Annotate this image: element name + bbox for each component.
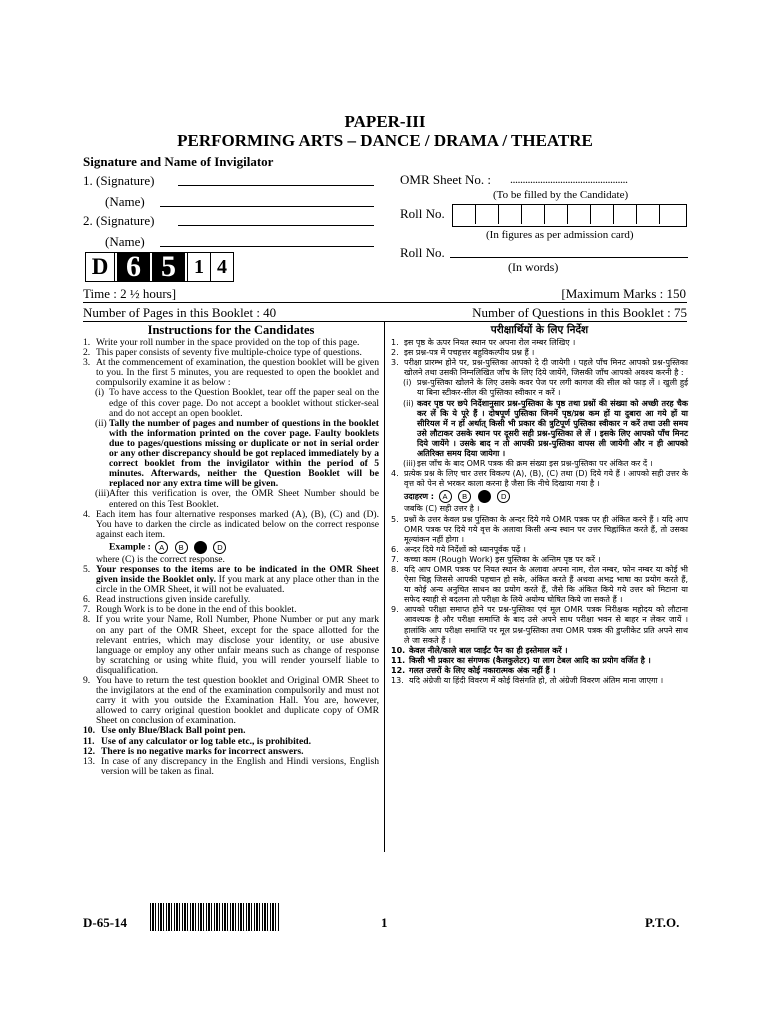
sub-item: (ii) कवर पृष्ठ पर छपे निर्देशानुसार प्रश्न-पुस्तिका के पृष्ठ तथा प्रश्नों की संख्या को अच्छी तरह चैक कर लें कि ये पूरे हैं । दोषपूर्ण पुस्तिका जिनमें पृष्ठ/प्रश्न कम हों या दुबारा आ गये हों या सीरियल में न हों अर्थात् किसी भी प्रकार की त्रुटिपूर्ण पुस्तिका स्वीकार न करें तथा उसी समय उसे लौटाकर उसके स्थान पर दूसरी सही प्रश्न-पुस्तिका ले लें । इसके लिए आपको पाँच मिनट दिये जायेंगे । उसके बाद न तो आपकी प्रश्न-पुस्तिका वापस ली जायेगी और न ही आपको अतिरिक्त समय दिया जायेगा । [403, 398, 688, 459]
roll-words-label: Roll No. [400, 245, 445, 260]
code-digit-small: 1 [187, 253, 211, 281]
instruction-item: 8. If you write your Name, Roll Number, Phone Number or put any mark on any part of the OMR Sheet, except for the space allotted for the relevant entries, which may disclose your identity, or use abusive language or employ any other unfair means such as change of response by scratching or using white fluid, you will render yourself liable to disqualification. [83, 614, 379, 676]
instruction-item: 11. Use of any calculator or log table etc., is prohibited. [83, 735, 311, 747]
signature-2-label: 2. (Signature) [83, 213, 155, 228]
code-digit-big: 6 [117, 253, 150, 281]
instruction-item: 9. आपको परीक्षा समाप्त होने पर प्रश्न-पुस्तिका एवं मूल OMR पत्रक निरीक्षक महोदय को लौटाना आवश्यक है और परीक्षा समाप्ति के बाद उसे अपने साथ परीक्षा भवन से बाहर न लेकर जायें । हालांकि आप परीक्षा समाप्ति पर मूल प्रश्न-पुस्तिका तथा OMR पत्रक की डुप्लीकेट प्रति अपने साथ ले जा सकते हैं । [391, 605, 688, 645]
option-a-circle: A [439, 490, 452, 503]
sub-item: (ii) Tally the number of pages and number of questions in the booklet with the information printed on the cover page. Faulty booklets due to pages/questions missing or duplicate or not in serial order or any other discrepancy should be got replaced immediately by a correct booklet from the invigilator within the period of 5 minutes. Afterwards, neither the Question Booklet will be replaced nor any extra time will be given. [95, 417, 379, 490]
option-a-circle: A [155, 541, 168, 554]
signature-2-line[interactable] [178, 225, 374, 226]
name-1-line[interactable] [160, 206, 374, 207]
instruction-item: 10. केवल नीले/काले बाल प्वाईंट पैन का ही इस्तेमाल करें । [391, 645, 568, 655]
roll-words-line[interactable] [450, 257, 688, 258]
roll-digit-box[interactable] [660, 205, 683, 224]
instruction-item: 13. यदि अंग्रेजी या हिंदी विवरण में कोई विसंगति हो, तो अंग्रेजी विवरण अंतिम माना जाएगा । [391, 676, 664, 685]
paper-label: PAPER-III [344, 112, 426, 131]
max-marks: [Maximum Marks : 150 [561, 286, 686, 301]
omr-sheet-label: OMR Sheet No. : [400, 172, 491, 187]
omr-note: (To be filled by the Candidate) [493, 189, 629, 201]
code-letter: D [86, 253, 115, 281]
option-d-circle: D [213, 541, 226, 554]
time-label: Time : 2 ½ hours] [83, 286, 177, 301]
hindi-instructions [391, 323, 688, 686]
example-note: जबकि (C) सही उत्तर है । [404, 504, 480, 514]
roll-digit-box[interactable] [545, 205, 568, 224]
option-b-circle: B [175, 541, 188, 554]
roll-digit-box[interactable] [637, 205, 660, 224]
roll-digit-box[interactable] [499, 205, 522, 224]
page-number: 1 [381, 915, 388, 930]
instruction-item: 1. Write your roll number in the space provided on the top of this page. [83, 337, 360, 348]
signature-1-line[interactable] [178, 185, 374, 186]
footer-code: D-65-14 [83, 915, 128, 930]
booklet-info-bar [83, 302, 687, 322]
roll-digit-box[interactable] [453, 205, 476, 224]
roll-no-note: (In figures as per admission card) [486, 229, 634, 241]
instruction-item: 8. यदि आप OMR पत्रक पर नियत स्थान के अलावा अपना नाम, रोल नम्बर, फोन नम्बर या कोई भी ऐसा चिह्न जिससे आपकी पहचान हो सके, अंकित करते हैं अथवा अभद्र भाषा का प्रयोग करते हैं, या कोई अन्य अनुचित साधन का प्रयोग करते हैं, जैसे कि अंकित किये गये उत्तर को मिटाना या सफेद स्याही से बदलना तो परीक्षा के लिये अयोग्य घोषित किये जा सकते हैं । [391, 564, 688, 605]
instruction-item: 13. In case of any discrepancy in the English and Hindi versions, English version will be taken as final. [83, 755, 379, 777]
signature-1-label: 1. (Signature) [83, 173, 155, 188]
instruction-item: 2. इस प्रश्न-पत्र में पचहत्तर बहुविकल्पीय प्रश्न हैं । [391, 348, 535, 358]
english-heading: Instructions for the Candidates [147, 323, 315, 337]
instruction-item: 4. Each item has four alternative responses marked (A), (B), (C) and (D). You have to darken the circle as indicated below on the correct response against each item. [83, 508, 379, 540]
code-digit-big: 5 [152, 253, 185, 281]
option-c-circle-filled: C [478, 490, 491, 503]
roll-digit-box[interactable] [476, 205, 499, 224]
instruction-item: 12. There is no negative marks for incorrect answers. [83, 745, 304, 757]
instruction-item: 3. परीक्षा प्रारम्भ होने पर, प्रश्न-पुस्तिका आपको दे दी जायेगी । पहले पाँच मिनट आपको प्रश्न-पुस्तिका खोलने तथा उसकी निम्नलिखित जाँच के लिए दिये जायेंगे, जिसकी जाँच आपको अवश्य करनी है : [391, 358, 688, 378]
example-note: where (C) is the correct response. [96, 553, 225, 565]
instruction-item: 11. किसी भी प्रकार का संगणक (कैलकुलेटर) या लाग टेबल आदि का प्रयोग वर्जित है । [391, 655, 651, 665]
option-b-circle: B [458, 490, 471, 503]
pto-label: P.T.O. [645, 915, 680, 930]
instruction-item: 5. प्रश्नों के उत्तर केवल प्रश्न पुस्तिका के अन्दर दिये गये OMR पत्रक पर ही अंकित करने हैं । यदि आप OMR पत्रक पर दिये गये वृत्त के अलावा किसी अन्य स्थान पर उत्तर चिह्नांकित करते हैं, तो उसका मूल्यांकन नहीं होगा । [391, 514, 688, 544]
option-d-circle: D [497, 490, 510, 503]
instruction-item: 3. At the commencement of examination, the question booklet will be given to you. In the first 5 minutes, you are requested to open the booklet and compulsorily examine it as below : [83, 357, 379, 389]
roll-digit-box[interactable] [591, 205, 614, 224]
instruction-item: 9. You have to return the test question booklet and Original OMR Sheet to the invigilators at the end of the examination compulsorily and must not carry it with you outside the Examination Hall. You are, however, allowed to carry original question booklet and duplicate copy of OMR Sheet on conclusion of examination. [83, 675, 379, 727]
instruction-item: 12. गलत उत्तरों के लिए कोई नकारात्मक अंक नहीं हैं । [391, 665, 556, 675]
instruction-item: 6. अन्दर दिये गये निर्देशों को ध्यानपूर्वक पढ़ें । [391, 544, 526, 554]
instruction-item: 5. Your responses to the items are to be indicated in the OMR Sheet given inside the Booklet only. If you mark at any place other than in the circle in the OMR Sheet, it will not be evaluated. [83, 563, 379, 596]
column-divider [384, 322, 385, 852]
sub-item: (iii) After this verification is over, the OMR Sheet Number should be entered on this Test Booklet. [95, 488, 379, 510]
name-1-label: (Name) [105, 194, 145, 209]
instruction-item: 10. Use only Blue/Black Ball point pen. [83, 725, 246, 737]
barcode [150, 903, 280, 931]
instruction-item: 7. कच्चा काम (Rough Work) इस पुस्तिका के अन्तिम पृष्ठ पर करें । [391, 554, 601, 564]
invigilator-heading: Signature and Name of Invigilator [83, 154, 274, 169]
roll-words-note: (In words) [508, 260, 559, 274]
questions-count: Number of Questions in this Booklet : 75 [472, 305, 687, 320]
subject-title: PERFORMING ARTS – DANCE / DRAMA / THEATRE [177, 131, 593, 150]
option-c-circle-filled: C [194, 541, 207, 554]
sub-item: (i) प्रश्न-पुस्तिका खोलने के लिए उसके कवर पेज पर लगी कागज की सील को फाड़ लें । खुली हुई या बिना स्टीकर-सील की पुस्तिका स्वीकार न करें । [403, 378, 688, 398]
roll-digit-box[interactable] [614, 205, 637, 224]
roll-digit-box[interactable] [568, 205, 591, 224]
instruction-item: 1. इस पृष्ठ के ऊपर नियत स्थान पर अपना रोल नम्बर लिखिए । [391, 338, 576, 347]
sub-item: (i) To have access to the Question Booklet, tear off the paper seal on the edge of this cover page. Do not accept a booklet without sticker-seal and do not accept an open booklet. [95, 387, 379, 419]
sub-item: (iii) इस जाँच के बाद OMR पत्रक की क्रम संख्या इस प्रश्न-पुस्तिका पर अंकित कर दें । [403, 459, 653, 469]
roll-digit-box[interactable] [522, 205, 545, 224]
omr-sheet-field[interactable]: ............................................... [510, 172, 628, 186]
hindi-heading: परीक्षार्थियों के लिए निर्देश [490, 324, 589, 336]
instruction-item: 2. This paper consists of seventy five multiple-choice type of questions. [83, 347, 362, 359]
english-instructions [83, 323, 379, 777]
instruction-item: 7. Rough Work is to be done in the end of this booklet. [83, 604, 297, 616]
example-row: उदाहरण : A B C D [391, 490, 688, 503]
code-digit-small: 4 [217, 256, 227, 278]
roll-no-label: Roll No. [400, 206, 445, 221]
pages-count: Number of Pages in this Booklet : 40 [83, 305, 277, 320]
example-row: Example : A B C D [83, 541, 379, 554]
instruction-item: 6. Read instructions given inside carefully. [83, 594, 251, 606]
paper-code-box [85, 252, 234, 282]
name-2-line[interactable] [160, 246, 374, 247]
instruction-item: 4. प्रत्येक प्रश्न के लिए चार उत्तर विकल्प (A), (B), (C) तथा (D) दिये गये हैं । आपको सही उत्तर के वृत्त को पेन से भरकर काला करना है जैसा कि नीचे दिखाया गया है । [391, 469, 688, 489]
name-2-label: (Name) [105, 234, 145, 249]
roll-no-boxes[interactable] [452, 204, 687, 227]
